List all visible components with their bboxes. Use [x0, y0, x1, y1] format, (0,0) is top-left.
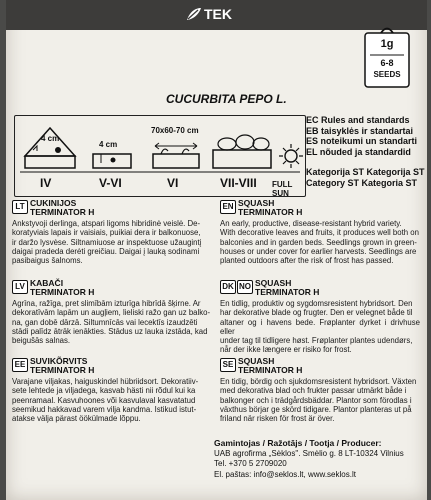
body-line: En tidlig, produktiv og sygdomsresistent hybridsort. Den [220, 299, 413, 308]
weight-tag [364, 24, 410, 88]
crop-name: SUVIKÕRVITS [30, 356, 88, 366]
body-line: sete lehtede ja viljadega, kasvab hästi nii rõdul kui ka [12, 386, 196, 396]
body-line: seemikud hakkavad varem vilja kandma. Istikud istut- [12, 404, 197, 414]
section-body [12, 377, 198, 423]
body-line: Varajane viljakas, haiguskindel hübriidsort. Dekoratiiv- [12, 377, 199, 386]
lang-badge: LT [12, 200, 28, 214]
lang-badge: EN [220, 200, 236, 214]
body-line: na, gan dobē dārzā. Siltumnīcās vai lecektīs izaudzēti [12, 317, 198, 327]
section-body [220, 219, 419, 265]
producer-heading: Gamintojas / Ražotājs / Tootja / Producer: [214, 438, 382, 448]
standard-line: Category ST Kategoria ST [306, 177, 418, 188]
body-line: växthus börjar ge skörd tidigare. Plantor planteras ut på [220, 404, 412, 414]
plant-spacing: 70x60-70 cm [151, 126, 199, 135]
variety-name: TERMINATOR H [238, 207, 303, 217]
body-line: dekoratīvām lapām un augļiem, lieliski ražo gan uz balko- [12, 308, 211, 318]
sowing-depth-outdoor: 4 cm [99, 140, 118, 149]
body-line: når der ikke længere er risiko for frost. [220, 345, 352, 355]
weight-amount: 1g [380, 38, 394, 50]
body-line: En tidig, bördig och sjukdomsresistent hybridsort. Växten [220, 377, 417, 386]
section-body [220, 299, 420, 355]
standard-line: EC Rules and standards [306, 115, 410, 125]
body-line: Ankstyvoji derlinga, atspari ligoms hibridinė veislė. De- [12, 219, 201, 228]
body-line: daigai pradeda derėti greičiau. Daigai į lauką sodinami [12, 246, 200, 256]
crop-name: SQUASH [255, 278, 292, 288]
variety-name: TERMINATOR H [30, 365, 95, 375]
body-line: planted outdoors after the risk of frost has passed. [220, 256, 394, 266]
body-line: houses or under cover for earlier harvests. Seedlings are [220, 246, 417, 256]
producer-info [214, 438, 414, 480]
seeds-label: SEEDS [373, 70, 401, 79]
section-title [238, 199, 302, 217]
producer-contact: El. paštas: info@seklos.lt, www.seklos.lt [214, 469, 356, 479]
section-title [30, 279, 94, 297]
section-title [30, 357, 94, 375]
month-sow-outdoors: V-VI [99, 176, 122, 190]
species-name: CUCURBITA PEPO L. [166, 92, 287, 106]
brand-logo [186, 6, 232, 22]
sowing-icons-box [14, 115, 306, 197]
producer-address: UAB agrofirma „Sėklos". Smėlio g. 8 LT-10324 Vilnius [214, 448, 404, 458]
full-sun-icon [279, 144, 303, 168]
crop-name: SQUASH [238, 356, 275, 366]
month-plant-out: VI [167, 176, 179, 190]
brand-leaf-icon [186, 7, 202, 21]
variety-name: TERMINATOR H [255, 287, 320, 297]
body-line: har dekorative blade og frugter. Den er velegnet både til [220, 308, 413, 318]
standard-line: EL nõuded ja standardid [306, 146, 411, 157]
sowing-depth-indoor: 4 cm [41, 134, 60, 143]
lang-badge: SE [220, 358, 236, 372]
lang-badge-2: NO [237, 280, 253, 294]
seed-packet-back [6, 0, 427, 500]
body-line: An early, productive, disease-resistant hybrid variety. [220, 219, 402, 228]
lang-badge: LV [12, 280, 28, 294]
standard-line: EB taisyklės ir standartai [306, 125, 414, 136]
spacing-icon [153, 143, 199, 168]
body-line: balconies and in garden beds. Seedlings grown in green- [220, 237, 417, 247]
section-body [12, 299, 210, 345]
lang-badge: EE [12, 358, 28, 372]
full-sun-label: FULL SUN [272, 180, 293, 198]
section-title [255, 279, 319, 297]
standard-line: ES noteikumi un standarti [306, 136, 418, 146]
body-line: med dekorativa blad och frukter passar utmärkt både i [220, 386, 407, 396]
harvest-icon [213, 135, 271, 168]
body-line: altaner og i havens bede. Frøplanter dyrket i drivhuse eller [220, 317, 420, 336]
section-title [30, 199, 94, 217]
body-line: koratyviais lapais ir vaisiais, puikiai dera ir balkonuose, [12, 228, 201, 238]
body-line: peenramaal. Kasvuhoones või kasvulaval kasvatatud [12, 395, 196, 405]
body-line: ir daržo lysvėse. Siltnamiuose ar inspektuose užaugintį [12, 237, 202, 247]
producer-phone: Tel. +370 5 2709020 [214, 459, 287, 468]
lang-badge: DK [220, 280, 236, 294]
seed-count: 6-8 [380, 58, 394, 68]
variety-name: TERMINATOR H [30, 207, 95, 217]
standard-line: Kategorija ST Kategorija ST [306, 167, 425, 177]
body-line: With decorative leaves and fruits, it produces well both on [220, 228, 419, 238]
month-harvest: VII-VIII [220, 176, 257, 190]
section-body [12, 219, 201, 265]
brand-name: TEK [204, 6, 232, 22]
variety-name: TERMINATOR H [30, 287, 95, 297]
section-body [220, 377, 416, 423]
body-line: atakse välja pärast öökülmade lõppu. [12, 414, 141, 424]
body-line: under tag til tidligere høst. Frøplanter plantes udendørs, [220, 336, 413, 346]
body-line: Agrīna, ražīga, pret slimībām izturīga hibrīdā šķirne. Ar [12, 299, 201, 308]
month-sow-indoors: IV [40, 176, 52, 190]
crop-name: KABAČI [30, 278, 64, 288]
standards-list [306, 115, 424, 188]
body-line: balkonger och i trädgårdsbäddar. Plantor som förodlas i [220, 395, 412, 405]
sow-outdoors-icon [93, 154, 131, 168]
crop-name: SQUASH [238, 198, 275, 208]
body-line: beigušās salnas. [12, 336, 71, 346]
variety-name: TERMINATOR H [238, 365, 303, 375]
section-title [238, 357, 302, 375]
crop-name: CUKINIJOS [30, 198, 77, 208]
body-line: pasibaigus šalnoms. [12, 256, 83, 266]
body-line: friland när risken för frost är över. [220, 414, 335, 424]
body-line: stādi palīdz ātrāk ienākties. Stādus uz lauka izstāda, kad [12, 326, 208, 336]
